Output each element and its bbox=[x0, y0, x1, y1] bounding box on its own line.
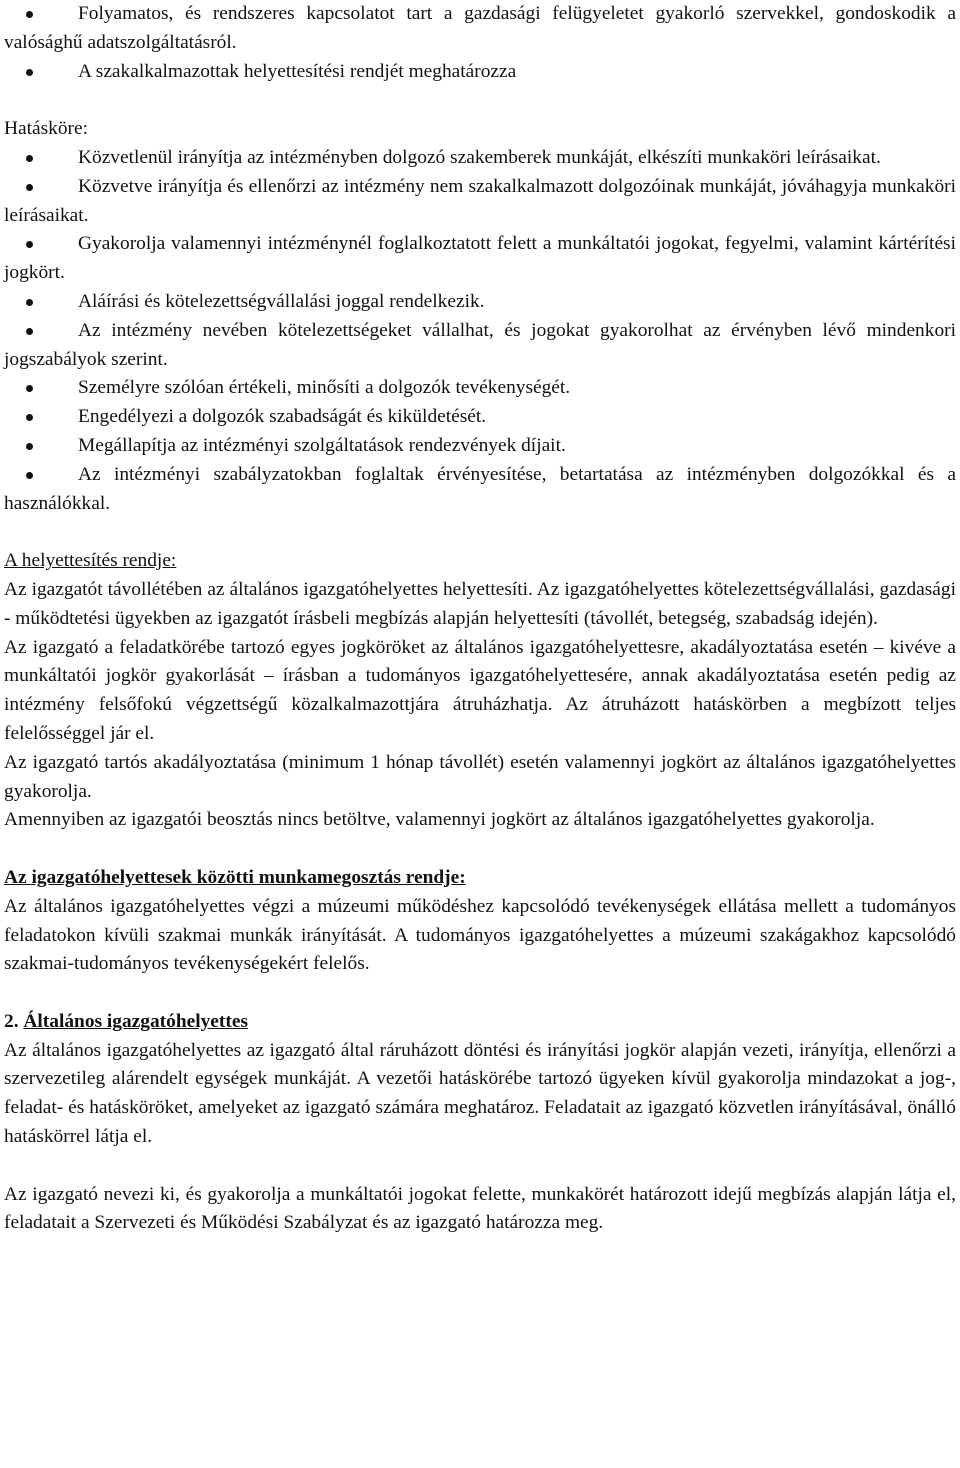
list-item: Az intézmény nevében kötelezettségeket vállalhat, és jogokat gyakorolhat az érvényben lévő mindenkori jogszabályok szerint. bbox=[4, 319, 956, 370]
section-heading-hataskore: Hatásköre: bbox=[4, 118, 88, 140]
paragraph: Az igazgató nevezi ki, és gyakorolja a munkáltatói jogokat felette, munkakörét határozott idejű megbízás alapján látja el, feladatait a Szervezeti és Működési Szabályzat és az igazgató határozza meg. bbox=[4, 1183, 956, 1234]
list-item: Gyakorolja valamennyi intézménynél foglalkoztatott felett a munkáltatói jogokat, fegyelmi, valamint kártérítési jogkört. bbox=[4, 233, 956, 284]
bullet-icon bbox=[26, 328, 33, 335]
spacer bbox=[4, 979, 956, 1008]
list-item: Megállapítja az intézményi szolgáltatások rendezvények díjait. bbox=[4, 432, 956, 461]
paragraph: Az általános igazgatóhelyettes végzi a múzeumi működéshez kapcsolódó tevékenységek ellátása mellett a tudományos feladatokon kívüli szakmai munkák irányítását. A tudományos igazgatóhelyettes a múzeumi szakágakhoz kapcsolódó szakmai-tudományos tevékenységekért felelős. bbox=[4, 895, 956, 975]
section-heading-helyettesites: A helyettesítés rendje: bbox=[4, 550, 177, 572]
bullet-icon bbox=[26, 155, 33, 162]
bullet-icon bbox=[26, 472, 33, 479]
paragraph: Az általános igazgatóhelyettes az igazgató által ráruházott döntési és irányítási jogkör alapján vezeti, irányítja, ellenőrzi a szervezetileg alárendelt egységek munkáját. A vezetői hatáskörébe tartozó ügyeken kívül gyakorolja mindazokat a jog-, feladat- és hatásköröket, amelyeket az igazgató számára meghatároz. Feladatait az igazgató közvetlen irányításával, önálló hatáskörrel látja el. bbox=[4, 1039, 956, 1148]
section-heading-munkamegosztas: Az igazgatóhelyettesek közötti munkamegosztás rendje: bbox=[4, 866, 466, 888]
list-item: Személyre szólóan értékeli, minősíti a dolgozók tevékenységét. bbox=[4, 374, 956, 403]
bullet-icon bbox=[26, 385, 33, 392]
list-item: Közvetlenül irányítja az intézményben dolgozó szakemberek munkáját, elkészíti munkaköri leírásaikat. bbox=[4, 144, 956, 173]
list-item: A szakalkalmazottak helyettesítési rendjét meghatározza bbox=[4, 58, 956, 87]
list-item: Aláírási és kötelezettségvállalási joggal rendelkezik. bbox=[4, 288, 956, 317]
spacer bbox=[4, 518, 956, 547]
spacer bbox=[4, 835, 956, 864]
spacer bbox=[4, 1152, 956, 1181]
paragraph: Az igazgató tartós akadályoztatása (minimum 1 hónap távollét) esetén valamennyi jogkört az általános igazgatóhelyettes gyakorolja. bbox=[4, 751, 956, 802]
heading-title: Általános igazgatóhelyettes bbox=[23, 1010, 248, 1032]
section-heading-altalanos bbox=[4, 1008, 956, 1037]
bullet-icon bbox=[26, 443, 33, 450]
bullet-icon bbox=[26, 241, 33, 248]
bullet-icon bbox=[26, 184, 33, 191]
paragraph: Amennyiben az igazgatói beosztás nincs betöltve, valamennyi jogkört az általános igazgatóhelyettes gyakorolja. bbox=[4, 809, 875, 831]
list-item: Az intézményi szabályzatokban foglaltak érvényesítése, betartatása az intézményben dolgozókkal és a használókkal. bbox=[4, 463, 956, 514]
list-item: Engedélyezi a dolgozók szabadságát és kiküldetését. bbox=[4, 403, 956, 432]
bullet-icon bbox=[26, 414, 33, 421]
list-item: Folyamatos, és rendszeres kapcsolatot tart a gazdasági felügyeletet gyakorló szervekkel, gondoskodik a valósághű adatszolgáltatásról. bbox=[4, 3, 956, 53]
paragraph: Az igazgató a feladatkörébe tartozó egyes jogköröket az általános igazgatóhelyettesre, akadályoztatása esetén – kivéve a munkáltatói jogkör gyakorlását – írásban a tudományos igazgatóhelyettesére, annak akadályoztatása esetén pedig az intézmény felsőfokú végzettségű közalkalmazottjára átruházhatja. Az átruházott hatáskörben a megbízott teljes felelősséggel jár el. bbox=[4, 636, 956, 744]
spacer bbox=[4, 86, 956, 115]
paragraph: Az igazgatót távollétében az általános igazgatóhelyettes helyettesíti. Az igazgatóhelyettes kötelezettségvállalási, gazdasági - működtetési ügyekben az igazgatót írásbeli megbízás alapján helyettesíti (távollét, betegség, szabadság idején). bbox=[4, 578, 956, 629]
bullet-icon bbox=[26, 299, 33, 306]
bullet-icon bbox=[26, 69, 33, 76]
bullet-icon bbox=[26, 11, 33, 18]
list-item: Közvetve irányítja és ellenőrzi az intézmény nem szakalkalmazott dolgozóinak munkáját, jóváhagyja munkaköri leírásaikat. bbox=[4, 175, 956, 226]
heading-number: 2. bbox=[4, 1010, 19, 1032]
